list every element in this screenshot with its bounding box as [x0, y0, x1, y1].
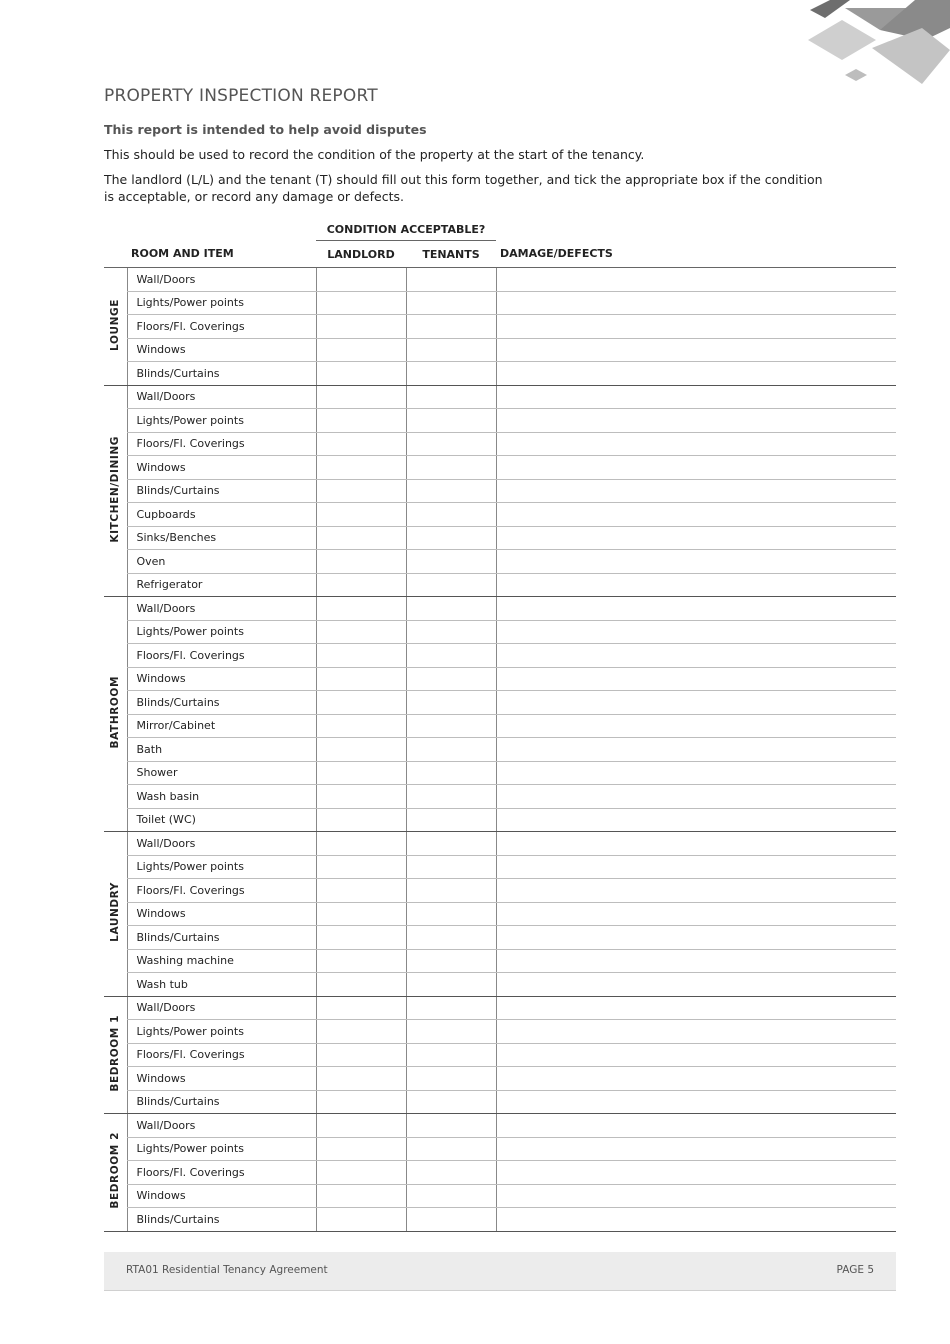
room-and-item-header: ROOM AND ITEM	[127, 241, 316, 268]
damage-defects-cell[interactable]	[496, 1020, 896, 1044]
damage-defects-cell[interactable]	[496, 832, 896, 856]
landlord-check-cell[interactable]	[316, 503, 406, 527]
room-label-cell	[104, 597, 127, 832]
tenant-check-cell[interactable]	[406, 338, 496, 362]
item-name: Lights/Power points	[127, 291, 316, 315]
landlord-check-cell[interactable]	[316, 1043, 406, 1067]
table-row	[104, 855, 896, 879]
item-name: Lights/Power points	[127, 620, 316, 644]
landlord-check-cell[interactable]	[316, 949, 406, 973]
table-row	[104, 1020, 896, 1044]
tenant-check-cell[interactable]	[406, 1114, 496, 1138]
tenant-check-cell[interactable]	[406, 855, 496, 879]
corner-decoration-icon	[800, 0, 950, 90]
damage-defects-cell[interactable]	[496, 902, 896, 926]
tenant-check-cell[interactable]	[406, 479, 496, 503]
damage-defects-cell[interactable]	[496, 550, 896, 574]
table-row	[104, 550, 896, 574]
damage-defects-cell[interactable]	[496, 1137, 896, 1161]
table-row	[104, 902, 896, 926]
table-row	[104, 385, 896, 409]
tenant-check-cell[interactable]	[406, 902, 496, 926]
landlord-check-cell[interactable]	[316, 1161, 406, 1185]
damage-defects-cell[interactable]	[496, 526, 896, 550]
landlord-check-cell[interactable]	[316, 667, 406, 691]
page-title: PROPERTY INSPECTION REPORT	[104, 86, 378, 106]
damage-defects-cell[interactable]	[496, 315, 896, 339]
damage-defects-cell[interactable]	[496, 1114, 896, 1138]
tenant-check-cell[interactable]	[406, 926, 496, 950]
damage-defects-cell[interactable]	[496, 644, 896, 668]
condition-acceptable-header: CONDITION ACCEPTABLE?	[316, 214, 496, 241]
tenant-check-cell[interactable]	[406, 879, 496, 903]
table-row	[104, 785, 896, 809]
damage-defects-cell[interactable]	[496, 1043, 896, 1067]
damage-defects-cell[interactable]	[496, 1090, 896, 1114]
item-name: Refrigerator	[127, 573, 316, 597]
item-name: Wall/Doors	[127, 268, 316, 292]
tenant-check-cell[interactable]	[406, 291, 496, 315]
item-name: Washing machine	[127, 949, 316, 973]
table-row	[104, 808, 896, 832]
table-row	[104, 362, 896, 386]
item-name: Wall/Doors	[127, 597, 316, 621]
landlord-check-cell[interactable]	[316, 1090, 406, 1114]
table-row	[104, 620, 896, 644]
item-name: Sinks/Benches	[127, 526, 316, 550]
room-name: KITCHEN/DINING	[109, 435, 122, 543]
tenant-check-cell[interactable]	[406, 456, 496, 480]
item-name: Floors/Fl. Coverings	[127, 879, 316, 903]
damage-defects-cell[interactable]	[496, 597, 896, 621]
tenant-check-cell[interactable]	[406, 503, 496, 527]
item-name: Wash basin	[127, 785, 316, 809]
table-row	[104, 456, 896, 480]
damage-defects-cell[interactable]	[496, 949, 896, 973]
item-name: Cupboards	[127, 503, 316, 527]
item-name: Windows	[127, 1184, 316, 1208]
table-row	[104, 291, 896, 315]
tenant-check-cell[interactable]	[406, 808, 496, 832]
damage-defects-cell[interactable]	[496, 362, 896, 386]
table-row	[104, 644, 896, 668]
tenant-check-cell[interactable]	[406, 714, 496, 738]
tenant-check-cell[interactable]	[406, 973, 496, 997]
landlord-check-cell[interactable]	[316, 832, 406, 856]
damage-defects-cell[interactable]	[496, 503, 896, 527]
landlord-check-cell[interactable]	[316, 644, 406, 668]
table-row	[104, 503, 896, 527]
item-name: Lights/Power points	[127, 855, 316, 879]
item-name: Blinds/Curtains	[127, 1090, 316, 1114]
landlord-check-cell[interactable]	[316, 785, 406, 809]
damage-defects-cell[interactable]	[496, 667, 896, 691]
item-name: Floors/Fl. Coverings	[127, 432, 316, 456]
tenant-check-cell[interactable]	[406, 268, 496, 292]
landlord-check-cell[interactable]	[316, 714, 406, 738]
tenant-check-cell[interactable]	[406, 832, 496, 856]
item-name: Oven	[127, 550, 316, 574]
item-name: Blinds/Curtains	[127, 691, 316, 715]
table-row	[104, 1043, 896, 1067]
tenant-check-cell[interactable]	[406, 550, 496, 574]
damage-defects-cell[interactable]	[496, 1208, 896, 1232]
landlord-check-cell[interactable]	[316, 409, 406, 433]
landlord-check-cell[interactable]	[316, 456, 406, 480]
damage-defects-cell[interactable]	[496, 268, 896, 292]
room-name: BEDROOM 2	[109, 1132, 122, 1210]
tenant-check-cell[interactable]	[406, 644, 496, 668]
inspection-table	[104, 214, 896, 1232]
table-row	[104, 1184, 896, 1208]
landlord-check-cell[interactable]	[316, 1114, 406, 1138]
landlord-check-cell[interactable]	[316, 362, 406, 386]
item-name: Windows	[127, 667, 316, 691]
room-label-cell	[104, 385, 127, 597]
tenant-check-cell[interactable]	[406, 315, 496, 339]
damage-defects-cell[interactable]	[496, 738, 896, 762]
table-row	[104, 432, 896, 456]
item-name: Windows	[127, 1067, 316, 1091]
landlord-check-cell[interactable]	[316, 550, 406, 574]
item-name: Toilet (WC)	[127, 808, 316, 832]
table-row	[104, 597, 896, 621]
landlord-check-cell[interactable]	[316, 620, 406, 644]
item-name: Wash tub	[127, 973, 316, 997]
item-name: Blinds/Curtains	[127, 362, 316, 386]
item-name: Floors/Fl. Coverings	[127, 315, 316, 339]
landlord-check-cell[interactable]	[316, 1067, 406, 1091]
landlord-check-cell[interactable]	[316, 385, 406, 409]
tenant-check-cell[interactable]	[406, 761, 496, 785]
damage-defects-cell[interactable]	[496, 879, 896, 903]
landlord-check-cell[interactable]	[316, 738, 406, 762]
tenant-check-cell[interactable]	[406, 362, 496, 386]
tenant-check-cell[interactable]	[406, 526, 496, 550]
footer-document-name: RTA01 Residential Tenancy Agreement	[126, 1264, 328, 1276]
room-name: LOUNGE	[109, 298, 122, 351]
landlord-check-cell[interactable]	[316, 879, 406, 903]
item-name: Wall/Doors	[127, 996, 316, 1020]
item-name: Blinds/Curtains	[127, 1208, 316, 1232]
landlord-check-cell[interactable]	[316, 691, 406, 715]
tenant-check-cell[interactable]	[406, 409, 496, 433]
item-name: Floors/Fl. Coverings	[127, 644, 316, 668]
item-name: Bath	[127, 738, 316, 762]
landlord-check-cell[interactable]	[316, 432, 406, 456]
table-row	[104, 1067, 896, 1091]
page-footer	[104, 1252, 896, 1291]
damage-defects-header: DAMAGE/DEFECTS	[496, 241, 896, 268]
tenant-check-cell[interactable]	[406, 1208, 496, 1232]
item-name: Lights/Power points	[127, 409, 316, 433]
damage-defects-cell[interactable]	[496, 456, 896, 480]
table-row	[104, 1161, 896, 1185]
tenant-check-cell[interactable]	[406, 1090, 496, 1114]
table-row	[104, 1114, 896, 1138]
table-row	[104, 409, 896, 433]
landlord-check-cell[interactable]	[316, 573, 406, 597]
damage-defects-cell[interactable]	[496, 573, 896, 597]
tenant-check-cell[interactable]	[406, 1067, 496, 1091]
landlord-check-cell[interactable]	[316, 808, 406, 832]
tenant-check-cell[interactable]	[406, 385, 496, 409]
subtitle: This report is intended to help avoid disputes	[104, 122, 427, 137]
damage-defects-cell[interactable]	[496, 409, 896, 433]
table-row	[104, 761, 896, 785]
tenant-check-cell[interactable]	[406, 573, 496, 597]
damage-defects-cell[interactable]	[496, 1161, 896, 1185]
tenant-check-cell[interactable]	[406, 1184, 496, 1208]
damage-defects-cell[interactable]	[496, 855, 896, 879]
tenant-check-cell[interactable]	[406, 620, 496, 644]
damage-defects-cell[interactable]	[496, 761, 896, 785]
damage-defects-cell[interactable]	[496, 926, 896, 950]
damage-defects-cell[interactable]	[496, 714, 896, 738]
item-name: Wall/Doors	[127, 832, 316, 856]
item-name: Wall/Doors	[127, 385, 316, 409]
table-row	[104, 1137, 896, 1161]
table-row	[104, 832, 896, 856]
landlord-check-cell[interactable]	[316, 1137, 406, 1161]
damage-defects-cell[interactable]	[496, 620, 896, 644]
item-name: Windows	[127, 456, 316, 480]
damage-defects-cell[interactable]	[496, 973, 896, 997]
landlord-check-cell[interactable]	[316, 1208, 406, 1232]
damage-defects-cell[interactable]	[496, 1067, 896, 1091]
landlord-check-cell[interactable]	[316, 926, 406, 950]
landlord-check-cell[interactable]	[316, 597, 406, 621]
tenant-check-cell[interactable]	[406, 1161, 496, 1185]
damage-defects-cell[interactable]	[496, 808, 896, 832]
item-name: Lights/Power points	[127, 1137, 316, 1161]
landlord-header: LANDLORD	[316, 241, 406, 268]
table-row	[104, 573, 896, 597]
damage-defects-cell[interactable]	[496, 691, 896, 715]
room-name: BATHROOM	[109, 676, 122, 749]
table-row	[104, 479, 896, 503]
damage-defects-cell[interactable]	[496, 338, 896, 362]
table-row	[104, 691, 896, 715]
damage-defects-cell[interactable]	[496, 291, 896, 315]
table-row	[104, 879, 896, 903]
room-name: BEDROOM 1	[109, 1014, 122, 1092]
tenant-check-cell[interactable]	[406, 1137, 496, 1161]
table-row	[104, 1090, 896, 1114]
landlord-check-cell[interactable]	[316, 1184, 406, 1208]
item-name: Blinds/Curtains	[127, 926, 316, 950]
tenant-check-cell[interactable]	[406, 1020, 496, 1044]
item-name: Windows	[127, 902, 316, 926]
tenant-check-cell[interactable]	[406, 949, 496, 973]
tenant-check-cell[interactable]	[406, 597, 496, 621]
tenant-check-cell[interactable]	[406, 785, 496, 809]
landlord-check-cell[interactable]	[316, 268, 406, 292]
item-name: Wall/Doors	[127, 1114, 316, 1138]
damage-defects-cell[interactable]	[496, 432, 896, 456]
table-row	[104, 973, 896, 997]
room-label-cell	[104, 268, 127, 386]
item-name: Windows	[127, 338, 316, 362]
damage-defects-cell[interactable]	[496, 479, 896, 503]
damage-defects-cell[interactable]	[496, 785, 896, 809]
item-name: Floors/Fl. Coverings	[127, 1161, 316, 1185]
landlord-check-cell[interactable]	[316, 973, 406, 997]
room-label-cell	[104, 996, 127, 1114]
instructions-paragraph: The landlord (L/L) and the tenant (T) should fill out this form together, and tick the appropriate box if the condition is acceptable, or record any damage or defects.	[104, 172, 823, 204]
room-label-cell	[104, 832, 127, 997]
table-row	[104, 949, 896, 973]
item-name: Mirror/Cabinet	[127, 714, 316, 738]
item-name: Blinds/Curtains	[127, 479, 316, 503]
tenant-check-cell[interactable]	[406, 667, 496, 691]
landlord-check-cell[interactable]	[316, 526, 406, 550]
table-row	[104, 667, 896, 691]
table-row	[104, 338, 896, 362]
table-row	[104, 526, 896, 550]
table-row	[104, 996, 896, 1020]
landlord-check-cell[interactable]	[316, 479, 406, 503]
table-row	[104, 268, 896, 292]
tenant-check-cell[interactable]	[406, 1043, 496, 1067]
table-row	[104, 738, 896, 762]
tenant-check-cell[interactable]	[406, 738, 496, 762]
landlord-check-cell[interactable]	[316, 855, 406, 879]
landlord-check-cell[interactable]	[316, 291, 406, 315]
room-label-cell	[104, 1114, 127, 1232]
landlord-check-cell[interactable]	[316, 315, 406, 339]
table-row	[104, 926, 896, 950]
table-row	[104, 1208, 896, 1232]
landlord-check-cell[interactable]	[316, 996, 406, 1020]
page-number: PAGE 5	[836, 1264, 874, 1276]
tenant-check-cell[interactable]	[406, 432, 496, 456]
item-name: Lights/Power points	[127, 1020, 316, 1044]
tenant-check-cell[interactable]	[406, 996, 496, 1020]
tenants-header: TENANTS	[406, 241, 496, 268]
landlord-check-cell[interactable]	[316, 1020, 406, 1044]
intro-paragraph: This should be used to record the condition of the property at the start of the tenancy.	[104, 147, 645, 162]
room-name: LAUNDRY	[109, 882, 122, 943]
landlord-check-cell[interactable]	[316, 761, 406, 785]
table-row	[104, 315, 896, 339]
damage-defects-cell[interactable]	[496, 1184, 896, 1208]
item-name: Shower	[127, 761, 316, 785]
landlord-check-cell[interactable]	[316, 338, 406, 362]
item-name: Floors/Fl. Coverings	[127, 1043, 316, 1067]
tenant-check-cell[interactable]	[406, 691, 496, 715]
landlord-check-cell[interactable]	[316, 902, 406, 926]
damage-defects-cell[interactable]	[496, 385, 896, 409]
damage-defects-cell[interactable]	[496, 996, 896, 1020]
table-row	[104, 714, 896, 738]
